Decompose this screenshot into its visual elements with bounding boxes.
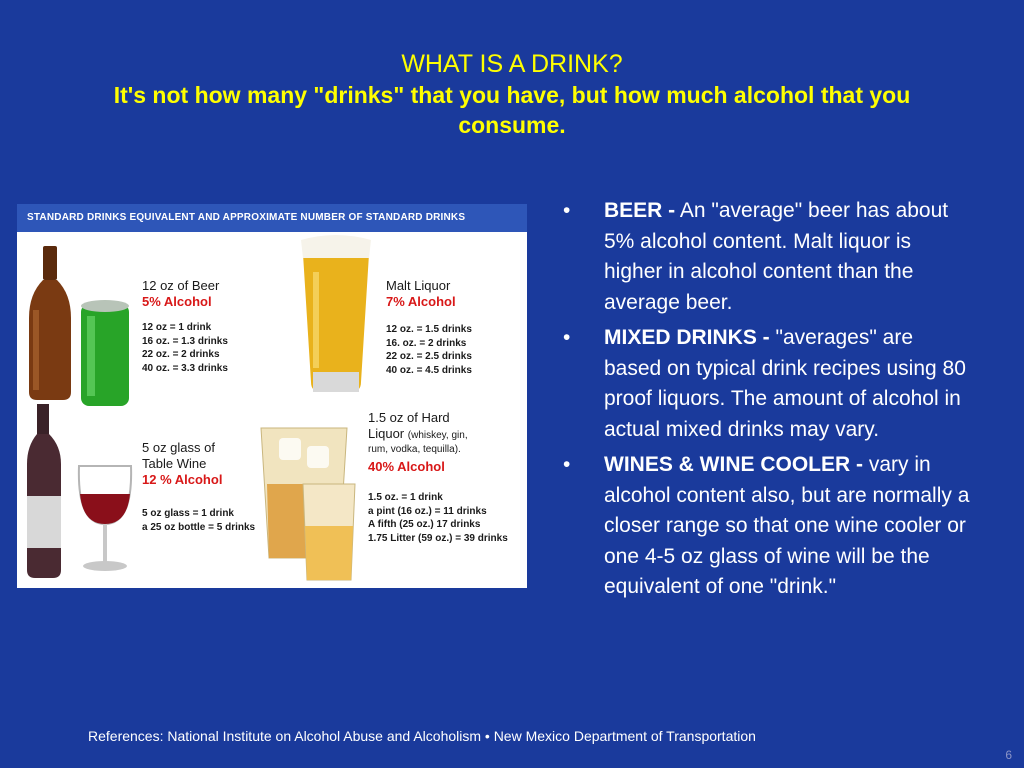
beer-equivalents: [142, 321, 228, 375]
slide-subtitle: It's not how many "drinks" that you have, but how much alcohol that you consume.: [113, 82, 911, 138]
malt-equivalents: [386, 323, 472, 377]
standard-drinks-infographic: [17, 204, 527, 588]
pint-glass-icon: [301, 235, 371, 392]
page-number: 6: [1005, 748, 1012, 762]
liquor-heading-line3: rum, vodka, tequilla).: [368, 444, 461, 455]
bullet-icon: •: [563, 326, 571, 349]
bullet-term: BEER -: [604, 199, 676, 222]
bullet-wines: [561, 450, 971, 603]
list-item: 22 oz. = 2.5 drinks: [386, 351, 472, 362]
bullet-icon: •: [563, 199, 571, 222]
beer-alcohol: 5% Alcohol: [142, 294, 212, 309]
list-item: 1.5 oz. = 1 drink: [368, 492, 443, 503]
bullet-icon: •: [563, 453, 571, 476]
bullet-mixed-drinks: [561, 323, 971, 445]
references: References: National Institute on Alcohol Abuse and Alcoholism • New Mexico Department of Transportation: [88, 728, 756, 744]
malt-alcohol: 7% Alcohol: [386, 294, 456, 309]
wine-heading-line1: 5 oz glass of: [142, 440, 215, 455]
liquor-heading-line1: 1.5 oz of Hard: [368, 410, 450, 425]
liquor-types: (whiskey, gin,: [407, 430, 468, 441]
bullet-beer: [561, 196, 971, 318]
title-block: [0, 48, 1024, 140]
bullet-list: [561, 196, 971, 608]
list-item: a 25 oz bottle = 5 drinks: [142, 521, 256, 533]
list-item: 12 oz = 1 drink: [142, 322, 212, 333]
wine-equivalents: [142, 507, 255, 534]
bullet-term: WINES & WINE COOLER -: [604, 453, 863, 476]
infographic-header: STANDARD DRINKS EQUIVALENT AND APPROXIMATE NUMBER OF STANDARD DRINKS: [17, 204, 527, 232]
wine-heading-line2: Table Wine: [142, 456, 207, 471]
bullet-text: An "average" beer has about 5% alcohol content. Malt liquor is higher in alcohol content than the average beer.: [604, 199, 949, 314]
beer-can-icon: [81, 300, 129, 406]
malt-heading: Malt Liquor: [386, 278, 451, 293]
slide-title: WHAT IS A DRINK?: [401, 50, 623, 78]
beer-heading: 12 oz of Beer: [142, 278, 220, 293]
bullet-term: MIXED DRINKS -: [604, 326, 770, 349]
list-item: 12 oz. = 1.5 drinks: [386, 324, 472, 335]
list-item: 1.75 Litter (59 oz.) = 39 drinks: [368, 532, 508, 544]
list-item: 22 oz. = 2 drinks: [142, 349, 220, 360]
liquor-alcohol: 40% Alcohol: [368, 459, 445, 474]
list-item: 5 oz glass = 1 drink: [142, 508, 234, 519]
list-item: 16 oz. = 1.3 drinks: [142, 335, 228, 347]
bullet-text: "averages" are based on typical drink recipes using 80 proof liquors. The amount of alcohol in actual mixed drinks may vary.: [604, 326, 966, 441]
liquor-equivalents: [368, 491, 508, 545]
list-item: 16. oz. = 2 drinks: [386, 337, 467, 349]
wine-alcohol: 12 % Alcohol: [142, 472, 223, 487]
list-item: a pint (16 oz.) = 11 drinks: [368, 505, 487, 517]
liquor-heading-line2: [368, 426, 468, 444]
shot-glass-icon: [303, 484, 355, 580]
list-item: 40 oz. = 3.3 drinks: [142, 362, 228, 374]
list-item: A fifth (25 oz.) 17 drinks: [368, 519, 481, 530]
liquor-heading-word: Liquor: [368, 426, 405, 441]
wine-bottle-icon: [27, 404, 61, 578]
beer-bottle-icon: [29, 246, 71, 400]
wine-glass-icon: [79, 466, 131, 571]
list-item: 40 oz. = 4.5 drinks: [386, 364, 472, 376]
bullet-text: vary in alcohol content also, but are normally a closer range so that one wine cooler or one 4-5 oz glass of wine will be the equivalent of one "drink.": [604, 453, 970, 598]
